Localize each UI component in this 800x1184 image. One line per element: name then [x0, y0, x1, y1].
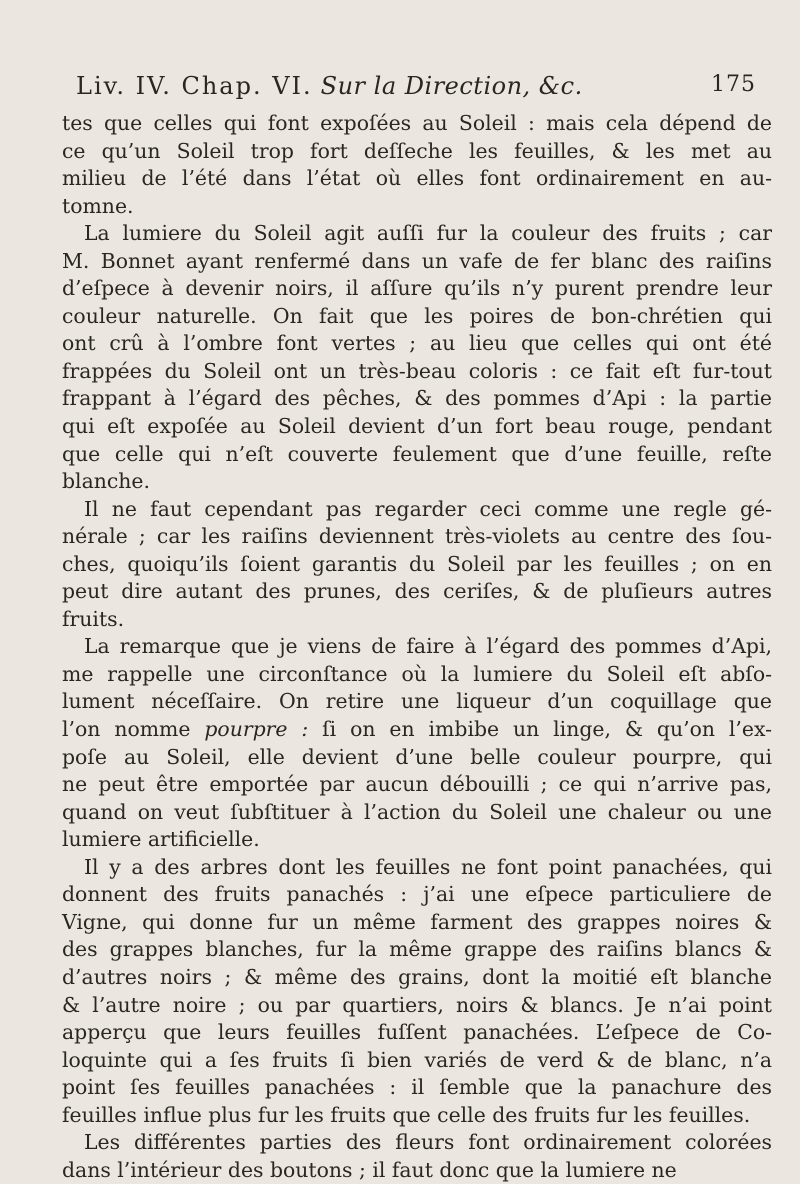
- text-line: lument néceſſaire. On retire une liqueur d’un coquillage que: [62, 689, 772, 714]
- text-line: tomne.: [62, 193, 134, 218]
- text-line: point ſes feuilles panachées : il ſemble que la panachure des: [62, 1075, 772, 1100]
- body-text: [62, 110, 772, 1184]
- running-head: [76, 72, 756, 106]
- text-line: & l’autre noire ; ou par quartiers, noirs & blancs. Je n’ai point: [62, 992, 772, 1017]
- italic-term: pourpre :: [204, 717, 309, 742]
- text-line: quand on veut ſubſtituer à l’action du Soleil une chaleur ou une: [62, 799, 772, 824]
- text-line: Vigne, qui donne fur un même farment des grappes noires &: [62, 909, 772, 934]
- text-line: d’autres noirs ; & même des grains, dont la moitié eſt blanche: [62, 964, 772, 989]
- text-line: ne peut être emportée par aucun débouilli ; ce qui n’arrive pas,: [62, 772, 772, 797]
- text-line: milieu de l’été dans l’état où elles font ordinairement en au-: [62, 166, 772, 191]
- text-line: ce qu’un Soleil trop fort deſſeche les feuilles, & les met au: [62, 138, 772, 163]
- text-line: feuilles influe plus fur les fruits que celle des fruits fur les feuilles.: [62, 1102, 751, 1127]
- text-line: ont crû à l’ombre font vertes ; au lieu que celles qui ont été: [62, 331, 772, 356]
- running-head-title: Sur la Direction, &c.: [320, 72, 583, 100]
- text-line: tes que celles qui font expoſées au Soleil : mais cela dépend de: [62, 111, 772, 135]
- text-line: que celle qui n’eſt couverte feulement que d’une feuille, reſte: [62, 441, 772, 466]
- text-line: La lumiere du Soleil agit auſſi fur la couleur des fruits ; car: [84, 221, 772, 246]
- text-line: M. Bonnet ayant renfermé dans un vafe de fer blanc des raiſins: [62, 248, 772, 273]
- page-number: 175: [711, 72, 756, 97]
- text-line: apperçu que leurs feuilles fuſſent panachées. L’eſpece de Co-: [62, 1020, 772, 1045]
- text-line: Les différentes parties des fleurs font ordinairement colorées: [84, 1130, 772, 1155]
- text-line: lumiere artificielle.: [62, 827, 260, 852]
- text-line: Il ne faut cependant pas regarder ceci comme une regle gé-: [84, 496, 772, 521]
- text-line: loquinte qui a ſes fruits ſi bien variés de verd & de blanc, n’a: [62, 1047, 772, 1072]
- text-line: qui eſt expoſée au Soleil devient d’un fort beau rouge, pendant: [62, 414, 772, 439]
- text-line: nérale ; car les raiſins deviennent très-violets au centre des ſou-: [62, 524, 772, 549]
- text-line: frappées du Soleil ont un très-beau coloris : ce fait eſt fur-tout: [62, 358, 772, 383]
- text-line: ches, quoiqu’ils ſoient garantis du Soleil par les feuilles ; on en: [62, 551, 772, 576]
- text-line: blanche.: [62, 469, 150, 494]
- text-line: des grappes blanches, fur la même grappe des raiſins blancs &: [62, 937, 772, 962]
- text-line: frappant à l’égard des pêches, & des pommes d’Api : la partie: [62, 386, 772, 411]
- text-line: l’on nomme pourpre : ſi on en imbibe un linge, & qu’on l’ex-: [62, 717, 772, 742]
- text-line: poſe au Soleil, elle devient d’une belle couleur pourpre, qui: [62, 744, 772, 769]
- text-line: dans l’intérieur des boutons ; il faut donc que la lumiere ne: [62, 1157, 677, 1182]
- text-line: couleur naturelle. On fait que les poires de bon-chrétien qui: [62, 303, 772, 328]
- text-line: peut dire autant des prunes, des ceriſes, & de pluſieurs autres: [62, 579, 772, 604]
- text-line: me rappelle une circonſtance où la lumiere du Soleil eſt abſo-: [62, 661, 772, 686]
- text-line: Il y a des arbres dont les feuilles ne font point panachées, qui: [84, 854, 772, 879]
- text-line: La remarque que je viens de faire à l’égard des pommes d’Api,: [84, 634, 772, 659]
- text-line: fruits.: [62, 606, 125, 631]
- running-head-chapter: Liv. IV. Chap. VI.: [76, 72, 313, 100]
- text-line: donnent des fruits panachés : j’ai une eſpece particuliere de: [62, 882, 772, 907]
- text-line: d’eſpece à devenir noirs, il aſſure qu’ils n’y purent prendre leur: [62, 276, 772, 301]
